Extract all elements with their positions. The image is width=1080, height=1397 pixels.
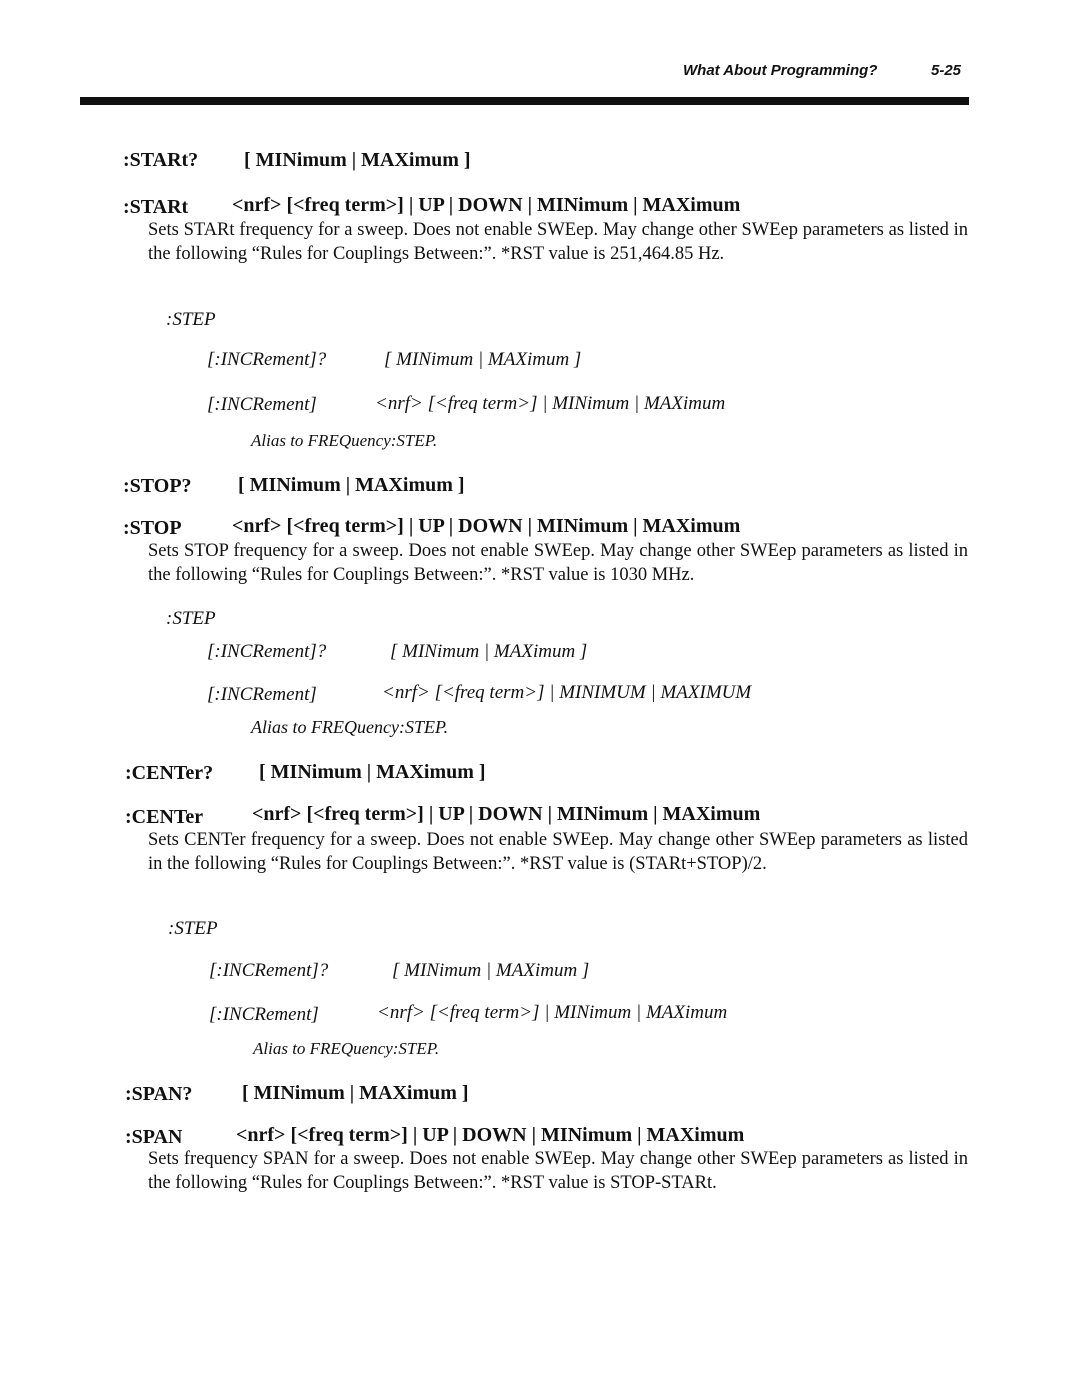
start-increment-query: [:INCRement]? — [207, 349, 327, 370]
stop-args: <nrf> [<freq term>] | UP | DOWN | MINimum | MAXimum — [232, 515, 741, 537]
start-query-args: [ MINimum | MAXimum ] — [244, 149, 471, 171]
center-command: :CENTer — [125, 806, 204, 828]
stop-command: :STOP — [123, 517, 182, 539]
span-args: <nrf> [<freq term>] | UP | DOWN | MINimum | MAXimum — [236, 1124, 745, 1146]
center-description: Sets CENTer frequency for a sweep. Does not enable SWEep. May change other SWEep parameters as listed in the following “Rules for Couplings Between:”. *RST value is (STARt+STOP)/2. — [148, 830, 968, 874]
center-args: <nrf> [<freq term>] | UP | DOWN | MINimum | MAXimum — [252, 803, 761, 825]
center-increment: [:INCRement] — [209, 1004, 319, 1025]
center-increment-args: <nrf> [<freq term>] | MINimum | MAXimum — [377, 1002, 728, 1023]
start-query-command: :STARt? — [123, 149, 199, 171]
stop-query-args: [ MINimum | MAXimum ] — [238, 474, 465, 496]
stop-step-heading: :STEP — [166, 608, 216, 629]
section-title: What About Programming? — [683, 62, 878, 79]
page-number: 5-25 — [931, 62, 962, 79]
span-query-args: [ MINimum | MAXimum ] — [242, 1082, 469, 1104]
center-increment-query: [:INCRement]? — [209, 960, 329, 981]
start-alias: Alias to FREQuency:STEP. — [251, 431, 438, 450]
span-description: Sets frequency SPAN for a sweep. Does not enable SWEep. May change other SWEep parameters as listed in the following “Rules for Couplings Between:”. *RST value is STOP-STARt. — [148, 1149, 968, 1193]
center-alias: Alias to FREQuency:STEP. — [253, 1039, 440, 1058]
stop-increment-query-args: [ MINimum | MAXimum ] — [390, 641, 588, 662]
stop-increment: [:INCRement] — [207, 684, 317, 705]
header-rule — [80, 97, 969, 105]
stop-alias: Alias to FREQuency:STEP. — [251, 717, 449, 737]
center-query-command: :CENTer? — [125, 762, 214, 784]
center-step-heading: :STEP — [168, 918, 218, 939]
stop-increment-query: [:INCRement]? — [207, 641, 327, 662]
start-args: <nrf> [<freq term>] | UP | DOWN | MINimum | MAXimum — [232, 194, 741, 216]
span-query-command: :SPAN? — [125, 1083, 193, 1105]
start-command: :STARt — [123, 196, 189, 218]
start-step-heading: :STEP — [166, 309, 216, 330]
start-description: Sets STARt frequency for a sweep. Does not enable SWEep. May change other SWEep parameters as listed in the following “Rules for Couplings Between:”. *RST value is 251,464.85 Hz. — [148, 220, 968, 264]
stop-query-command: :STOP? — [123, 475, 192, 497]
span-command: :SPAN — [125, 1126, 183, 1148]
start-increment: [:INCRement] — [207, 394, 317, 415]
start-increment-args: <nrf> [<freq term>] | MINimum | MAXimum — [375, 393, 726, 414]
center-increment-query-args: [ MINimum | MAXimum ] — [392, 960, 590, 981]
stop-description: Sets STOP frequency for a sweep. Does not enable SWEep. May change other SWEep parameters as listed in the following “Rules for Couplings Between:”. *RST value is 1030 MHz. — [148, 541, 968, 585]
center-query-args: [ MINimum | MAXimum ] — [259, 761, 486, 783]
start-increment-query-args: [ MINimum | MAXimum ] — [384, 349, 582, 370]
stop-increment-args: <nrf> [<freq term>] | MINIMUM | MAXIMUM — [382, 682, 752, 703]
